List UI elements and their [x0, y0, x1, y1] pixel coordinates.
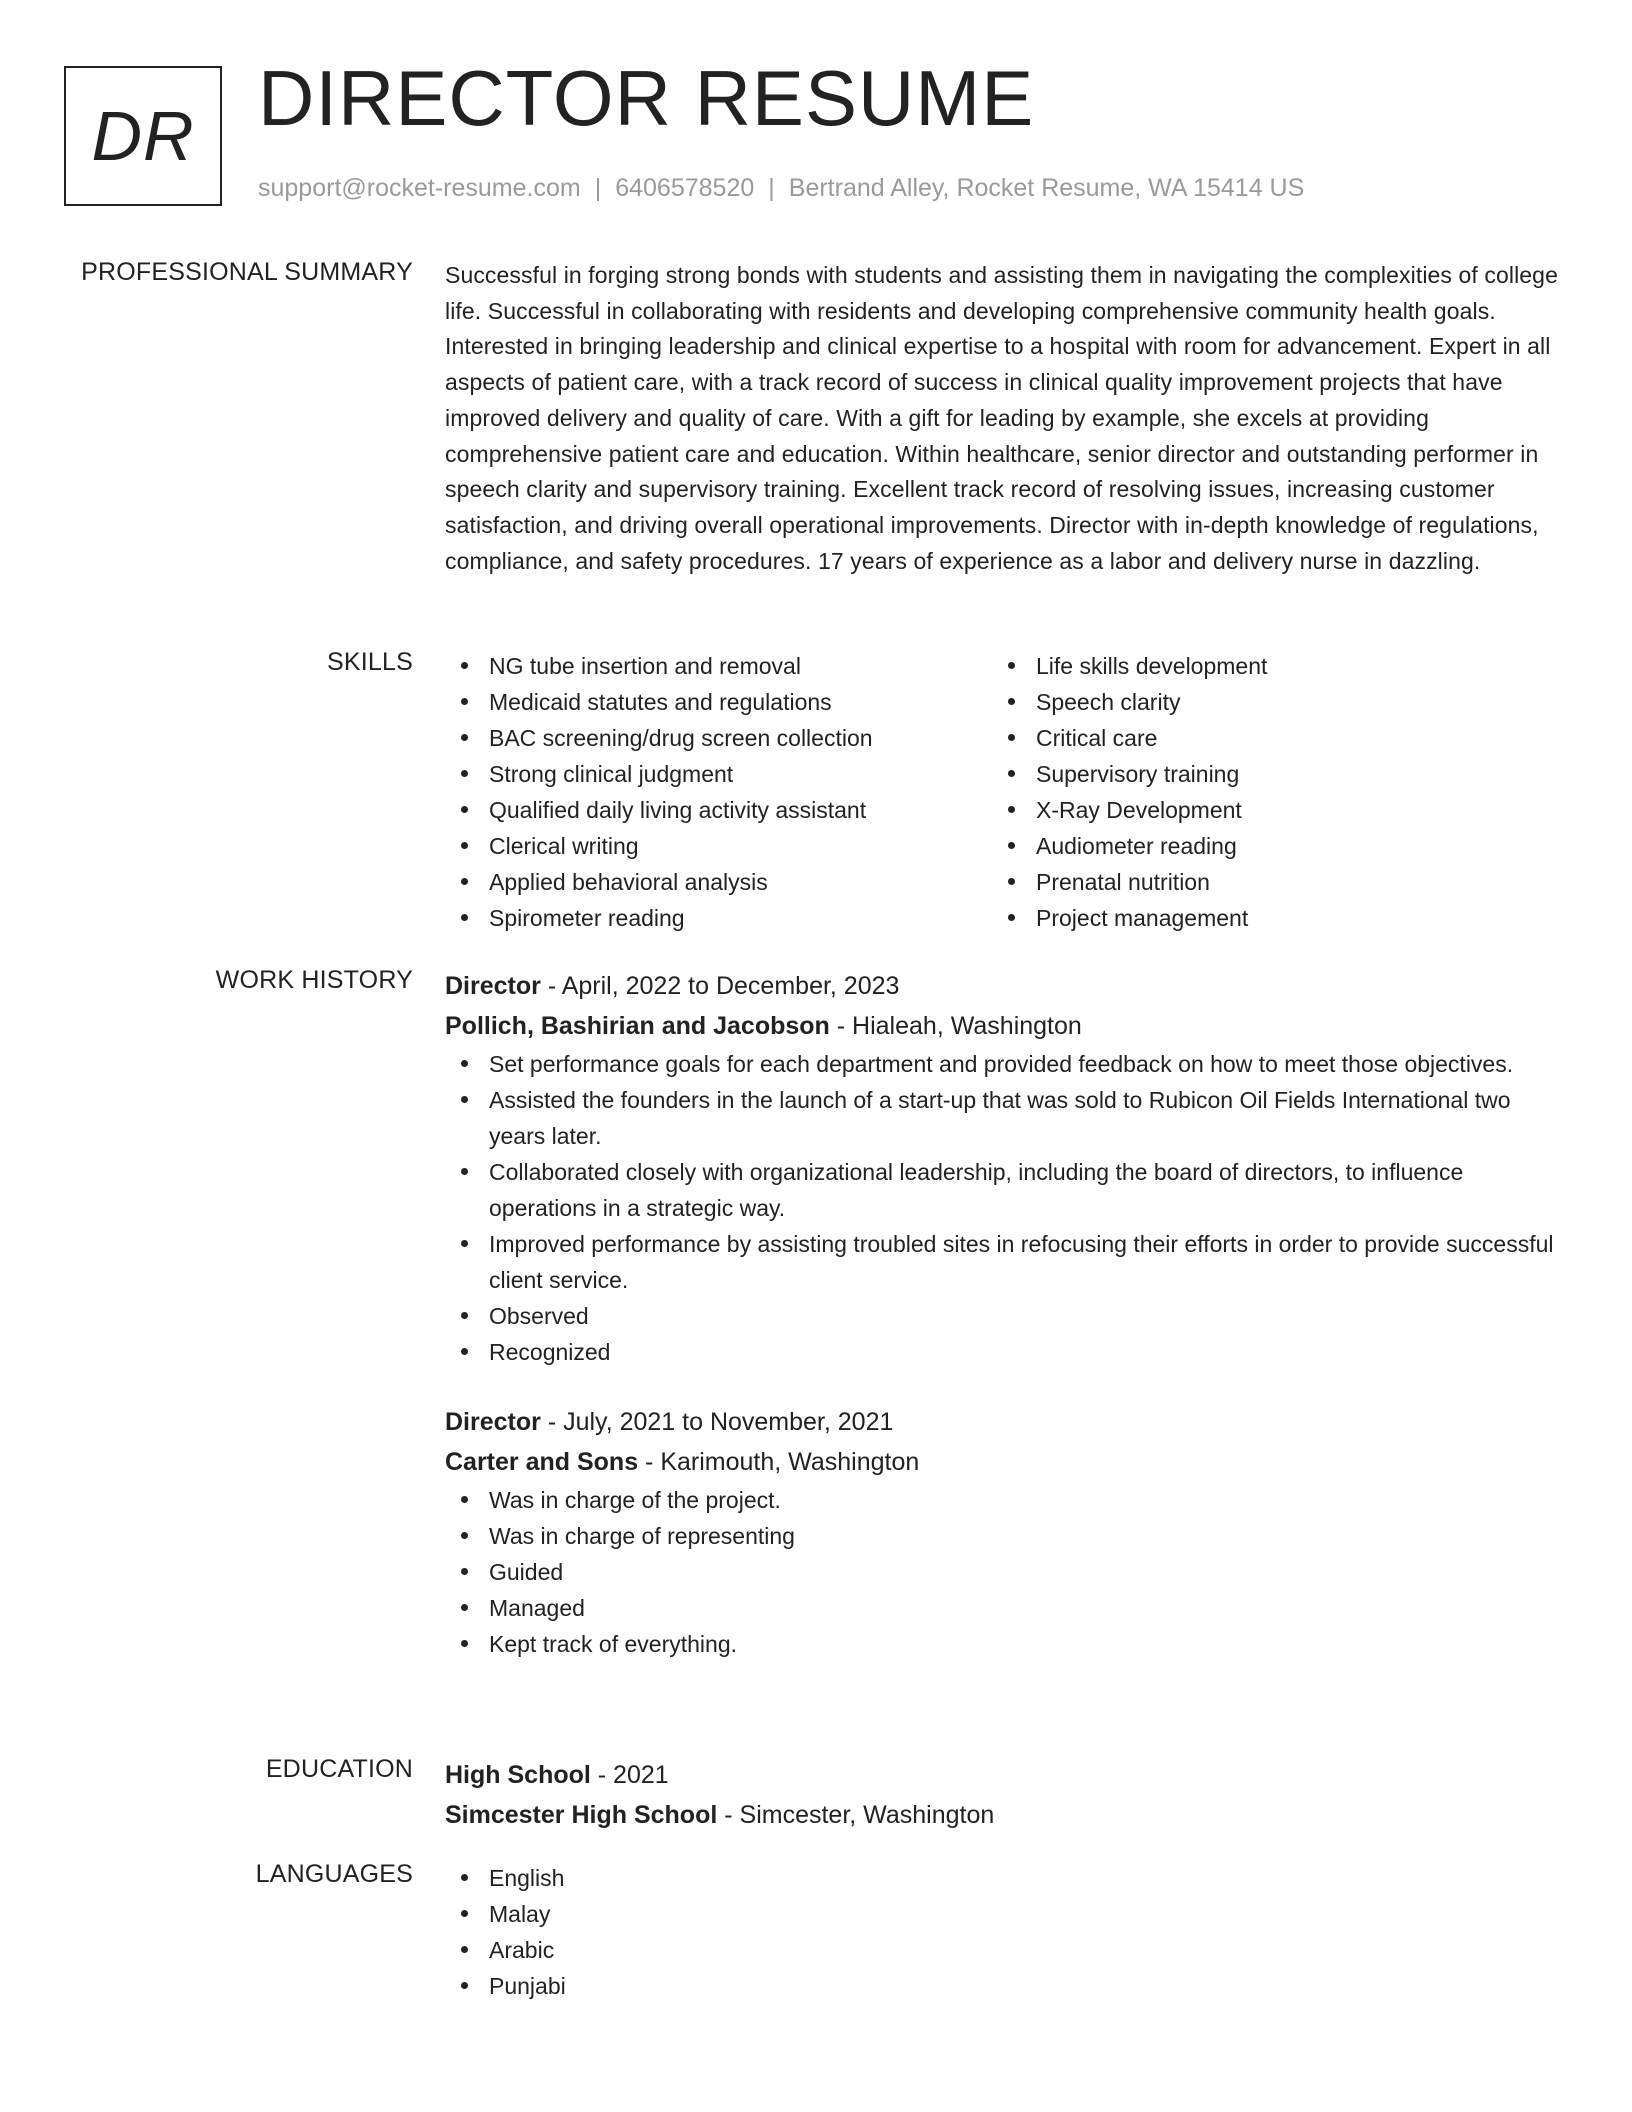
- contact-address: Bertrand Alley, Rocket Resume, WA 15414 US: [788, 174, 1305, 202]
- document-title: DIRECTOR RESUME: [258, 54, 1035, 142]
- skill-item: Medicaid statutes and regulations: [445, 684, 992, 720]
- education-school: Simcester High School: [445, 1801, 718, 1829]
- job-entry: [445, 1402, 1560, 1662]
- summary-body: [445, 258, 1560, 579]
- job-dates: - July, 2021 to November, 2021: [540, 1408, 894, 1436]
- job-duty-item: Managed: [445, 1590, 1560, 1626]
- skill-item: Prenatal nutrition: [992, 864, 1532, 900]
- job-duties-list: [445, 1482, 1560, 1662]
- languages-heading: LANGUAGES: [255, 1860, 413, 1888]
- skill-item: Speech clarity: [992, 684, 1532, 720]
- job-duty-item: Set performance goals for each department and provided feedback on how to meet those objectives.: [445, 1046, 1560, 1082]
- job-duty-item: Guided: [445, 1554, 1560, 1590]
- contact-line: [258, 174, 1304, 203]
- job-duty-item: Recognized: [445, 1334, 1560, 1370]
- job-title: Director: [445, 972, 541, 1000]
- skills-columns: [445, 648, 1560, 936]
- skill-item: Supervisory training: [992, 756, 1532, 792]
- contact-separator: |: [594, 174, 602, 202]
- job-company-line: [445, 1006, 1560, 1046]
- skill-item: Audiometer reading: [992, 828, 1532, 864]
- job-duties-list: [445, 1046, 1560, 1370]
- work-history-heading: WORK HISTORY: [215, 966, 413, 994]
- language-item: Punjabi: [445, 1968, 1560, 2004]
- skill-item: NG tube insertion and removal: [445, 648, 992, 684]
- summary-text: Successful in forging strong bonds with students and assisting them in navigating the complexities of college life. Successful in collaborating with residents and developing comprehensive community health goals. Interested in bringing leadership and clinical expertise to a hospital with room for advancement. Expert in all aspects of patient care, with a track record of success in clinical quality improvement projects that have improved delivery and quality of care. With a gift for leading by example, she excels at providing comprehensive patient care and education. Within healthcare, senior director and outstanding performer in speech clarity and supervisory training. Excellent track record of resolving issues, increasing customer satisfaction, and driving overall operational improvements. Director with in-depth knowledge of regulations, compliance, and safety procedures. 17 years of experience as a labor and delivery nurse in dazzling.: [445, 262, 1558, 574]
- job-title-line: [445, 966, 1560, 1006]
- education-location: - Simcester, Washington: [717, 1801, 995, 1829]
- language-item: Malay: [445, 1896, 1560, 1932]
- skill-item: Life skills development: [992, 648, 1532, 684]
- contact-email: support@rocket-resume.com: [258, 174, 581, 202]
- monogram-text: DR: [91, 97, 195, 175]
- skill-item: Project management: [992, 900, 1532, 936]
- job-duty-item: Was in charge of the project.: [445, 1482, 1560, 1518]
- contact-phone: 6406578520: [615, 174, 755, 202]
- languages-body: [445, 1860, 1560, 2004]
- job-duty-item: Kept track of everything.: [445, 1626, 1560, 1662]
- education-degree: High School: [445, 1761, 591, 1789]
- monogram-logo: [64, 66, 222, 206]
- education-school-line: [445, 1795, 1560, 1835]
- skills-list-right: [992, 648, 1532, 936]
- job-title-line: [445, 1402, 1560, 1442]
- job-company: Pollich, Bashirian and Jacobson: [445, 1012, 830, 1040]
- job-location: - Karimouth, Washington: [638, 1448, 920, 1476]
- education-body: [445, 1755, 1560, 1835]
- job-dates: - April, 2022 to December, 2023: [540, 972, 900, 1000]
- job-location: - Hialeah, Washington: [829, 1012, 1082, 1040]
- education-degree-line: [445, 1755, 1560, 1795]
- job-duty-item: Collaborated closely with organizational leadership, including the board of directors, to influence operations in a strategic way.: [445, 1154, 1560, 1226]
- skill-item: Critical care: [992, 720, 1532, 756]
- summary-heading: PROFESSIONAL SUMMARY: [81, 258, 413, 286]
- language-item: English: [445, 1860, 1560, 1896]
- job-duty-item: Improved performance by assisting troubled sites in refocusing their efforts in order to provide successful client service.: [445, 1226, 1560, 1298]
- skill-item: X-Ray Development: [992, 792, 1532, 828]
- job-entry: [445, 966, 1560, 1370]
- skill-item: Strong clinical judgment: [445, 756, 992, 792]
- language-item: Arabic: [445, 1932, 1560, 1968]
- job-duty-item: Assisted the founders in the launch of a start-up that was sold to Rubicon Oil Fields International two years later.: [445, 1082, 1560, 1154]
- work-history-body: [445, 966, 1560, 1662]
- skills-list-left: [445, 648, 992, 936]
- languages-list: [445, 1860, 1560, 2004]
- job-title: Director: [445, 1408, 541, 1436]
- skills-heading: SKILLS: [327, 648, 413, 676]
- education-year: - 2021: [590, 1761, 669, 1789]
- job-duty-item: Observed: [445, 1298, 1560, 1334]
- skills-body: [445, 648, 1560, 936]
- job-company-line: [445, 1442, 1560, 1482]
- contact-separator: |: [768, 174, 775, 202]
- skill-item: Spirometer reading: [445, 900, 992, 936]
- skill-item: Qualified daily living activity assistant: [445, 792, 992, 828]
- job-company: Carter and Sons: [445, 1448, 639, 1476]
- skill-item: BAC screening/drug screen collection: [445, 720, 992, 756]
- job-duty-item: Was in charge of representing: [445, 1518, 1560, 1554]
- education-heading: EDUCATION: [265, 1755, 413, 1783]
- skill-item: Clerical writing: [445, 828, 992, 864]
- skill-item: Applied behavioral analysis: [445, 864, 992, 900]
